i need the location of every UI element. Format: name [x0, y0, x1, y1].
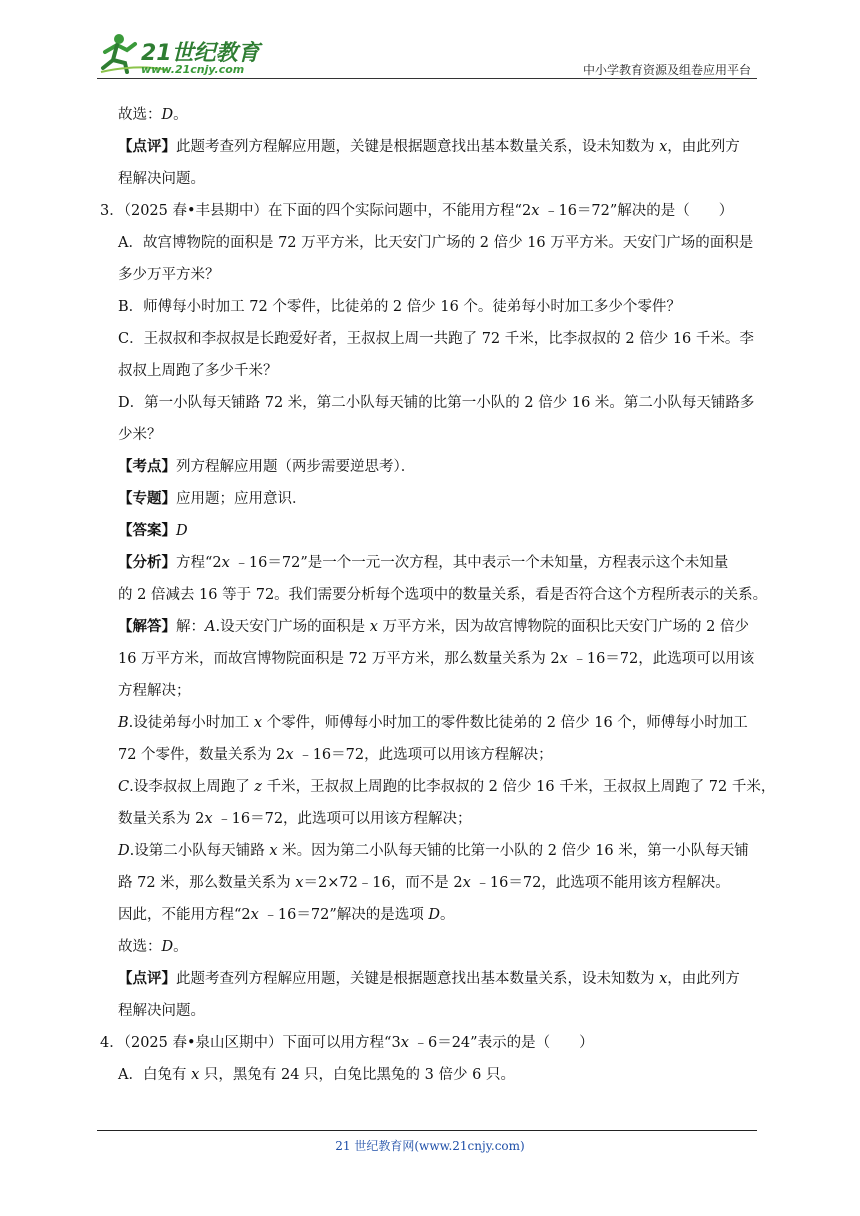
svg-text:www.21cnjy.com: www.21cnjy.com: [141, 63, 245, 76]
text-line: 故选：D。: [118, 939, 188, 955]
text-line: 3．（2025 春•丰县期中）在下面的四个实际问题中，不能用方程“2x ﹣16＝72”解决的是（ ）: [100, 203, 734, 219]
text-line: 程解决问题。: [118, 171, 205, 187]
text-line: 的 2 倍减去 16 等于 72。我们需要分析每个选项中的数量关系，看是否符合这个方程所表示的关系。: [118, 587, 768, 603]
text-line: 数量关系为 2x ﹣16＝72，此选项可以用该方程解决；: [118, 811, 472, 827]
text-line: 【点评】此题考查列方程解应用题，关键是根据题意找出基本数量关系，设未知数为 x，由此列方: [118, 138, 740, 155]
text-line: 程解决问题。: [118, 1003, 205, 1019]
text-line: D.设第二小队每天铺路 x 米。因为第二小队每天铺的比第一小队的 2 倍少 16 米，第一小队每天铺: [118, 843, 749, 859]
page-header: [97, 30, 757, 78]
footer-divider: [97, 1130, 757, 1131]
text-line: 【分析】方程“2x ﹣16＝72”是一个一元一次方程，其中表示一个未知量，方程表示这个未知量: [118, 554, 729, 571]
document-body: [90, 99, 776, 1091]
site-logo: [97, 30, 267, 76]
text-line: 少米？: [118, 427, 162, 443]
text-line: 72 个零件，数量关系为 2x ﹣16＝72，此选项可以用该方程解决；: [118, 747, 553, 763]
text-line: B.设徒弟每小时加工 x 个零件，师傅每小时加工的零件数比徒弟的 2 倍少 16 个，师傅每小时加工: [118, 715, 748, 731]
svg-text:21世纪教育: 21世纪教育: [141, 41, 260, 66]
text-line: 【解答】解：A.设天安门广场的面积是 x 万平方米，因为故宫博物院的面积比天安门广场的 2 倍少: [118, 618, 749, 635]
text-line: 16 万平方米，而故宫博物院面积是 72 万平方米，那么数量关系为 2x ﹣16＝72，此选项可以用该: [118, 651, 755, 667]
text-line: D．第一小队每天铺路 72 米，第二小队每天铺的比第一小队的 2 倍少 16 米。第二小队每天铺路多: [118, 395, 755, 411]
text-line: 【答案】D: [118, 522, 188, 539]
text-line: 叔叔上周跑了多少千米？: [118, 363, 278, 379]
platform-name: 中小学教育资源及组卷应用平台: [582, 63, 751, 77]
text-line: 故选：D。: [118, 107, 188, 123]
text-line: 路 72 米，那么数量关系为 x＝2×72﹣16，而不是 2x ﹣16＝72，此选项不能用该方程解决。: [118, 875, 730, 891]
text-line: A．白兔有 x 只，黑兔有 24 只，白兔比黑兔的 3 倍少 6 只。: [118, 1067, 515, 1083]
text-line: 【点评】此题考查列方程解应用题，关键是根据题意找出基本数量关系，设未知数为 x，由此列方: [118, 970, 740, 987]
text-line: C．王叔叔和李叔叔是长跑爱好者，王叔叔上周一共跑了 72 千米，比李叔叔的 2 倍少 16 千米。李: [118, 331, 754, 347]
text-line: 4．（2025 春•泉山区期中）下面可以用方程“3x ﹣6＝24”表示的是（ ）: [100, 1035, 594, 1051]
text-line: 【专题】应用题；应用意识．: [118, 490, 307, 507]
text-line: 多少万平方米？: [118, 267, 220, 283]
text-line: C.设李叔叔上周跑了 z 千米，王叔叔上周跑的比李叔叔的 2 倍少 16 千米，王叔叔上周跑了 72 千米，: [118, 779, 776, 795]
text-line: A．故宫博物院的面积是 72 万平方米，比天安门广场的 2 倍少 16 万平方米。天安门广场的面积是: [118, 235, 754, 251]
text-line: B．师傅每小时加工 72 个零件，比徒弟的 2 倍少 16 个。徒弟每小时加工多少个零件？: [118, 299, 681, 315]
text-line: 因此，不能用方程“2x ﹣16＝72”解决的是选项 D。: [118, 907, 455, 923]
footer-text: 21 世纪教育网(www.21cnjy.com): [335, 1139, 525, 1153]
header-divider: [97, 78, 757, 79]
text-line: 方程解决；: [118, 683, 191, 699]
text-line: 【考点】列方程解应用题（两步需要逆思考）．: [118, 458, 416, 475]
